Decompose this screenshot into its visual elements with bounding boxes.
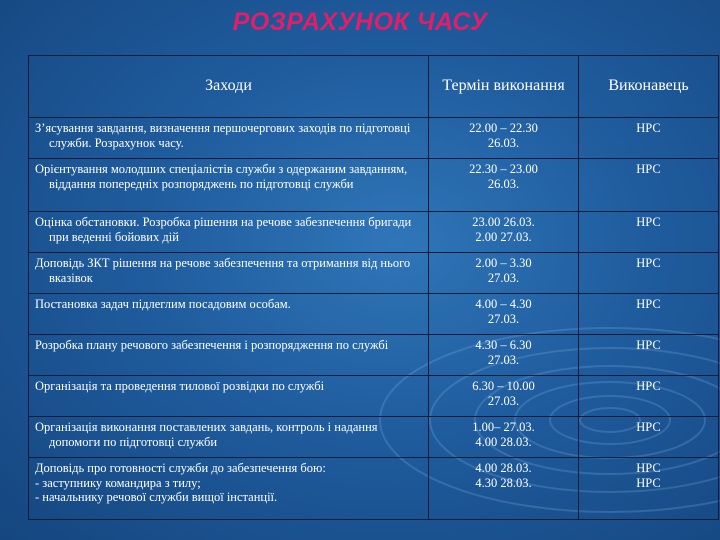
executor-cell: НРС	[579, 335, 719, 376]
table-row	[29, 458, 719, 520]
table-header-row	[29, 56, 719, 118]
executor-cell: НРС	[579, 417, 719, 458]
table-row	[29, 376, 719, 417]
time-cell: 4.00 – 4.30 27.03.	[429, 294, 579, 335]
schedule-table	[28, 55, 719, 520]
page-title: РОЗРАХУНОК ЧАСУ	[232, 8, 488, 36]
task-cell: Постановка задач підлеглим посадовим особам.	[29, 294, 429, 335]
executor-cell: НРС	[579, 294, 719, 335]
header-tasks: Заходи	[29, 56, 429, 118]
task-cell: Оцінка обстановки. Розробка рішення на речове забезпечення бригади при веденні бойових дій	[29, 212, 429, 253]
table-row	[29, 294, 719, 335]
time-cell: 23.00 26.03. 2.00 27.03.	[429, 212, 579, 253]
time-cell: 22.00 – 22.30 26.03.	[429, 118, 579, 159]
time-cell: 2.00 – 3.30 27.03.	[429, 253, 579, 294]
table-row	[29, 212, 719, 253]
time-cell: 4.30 – 6.30 27.03.	[429, 335, 579, 376]
header-time: Термін виконання	[429, 56, 579, 118]
executor-cell: НРС	[579, 118, 719, 159]
task-cell: Організація виконання поставлених завдань, контроль і надання допомоги по підготовці служби	[29, 417, 429, 458]
task-cell: Організація та проведення тилової розвідки по службі	[29, 376, 429, 417]
time-cell: 1.00– 27.03. 4.00 28.03.	[429, 417, 579, 458]
table-row	[29, 253, 719, 294]
table-row	[29, 335, 719, 376]
task-cell: З’ясування завдання, визначення першочергових заходів по підготовці служби. Розрахунок часу.	[29, 118, 429, 159]
time-cell: 6.30 – 10.00 27.03.	[429, 376, 579, 417]
header-executor: Виконавець	[579, 56, 719, 118]
executor-cell: НРС	[579, 376, 719, 417]
table-row	[29, 159, 719, 212]
executor-cell: НРС	[579, 212, 719, 253]
task-cell: Доповідь ЗКТ рішення на речове забезпечення та отримання від нього вказівок	[29, 253, 429, 294]
executor-cell: НРС НРС	[579, 458, 719, 520]
time-cell: 22.30 – 23.00 26.03.	[429, 159, 579, 212]
task-cell: Розробка плану речового забезпечення і розпорядження по службі	[29, 335, 429, 376]
table-row	[29, 417, 719, 458]
task-cell: Доповідь про готовності служби до забезпечення бою: - заступнику командира з тилу; - начальнику речової служби вищої інстанції.	[29, 458, 429, 520]
table-body	[29, 118, 719, 520]
executor-cell: НРС	[579, 253, 719, 294]
executor-cell: НРС	[579, 159, 719, 212]
table-row	[29, 118, 719, 159]
task-cell: Орієнтування молодших спеціалістів служби з одержаним завданням, віддання попередніх розпоряджень по підготовці служби	[29, 159, 429, 212]
time-cell: 4.00 28.03. 4.30 28.03.	[429, 458, 579, 520]
